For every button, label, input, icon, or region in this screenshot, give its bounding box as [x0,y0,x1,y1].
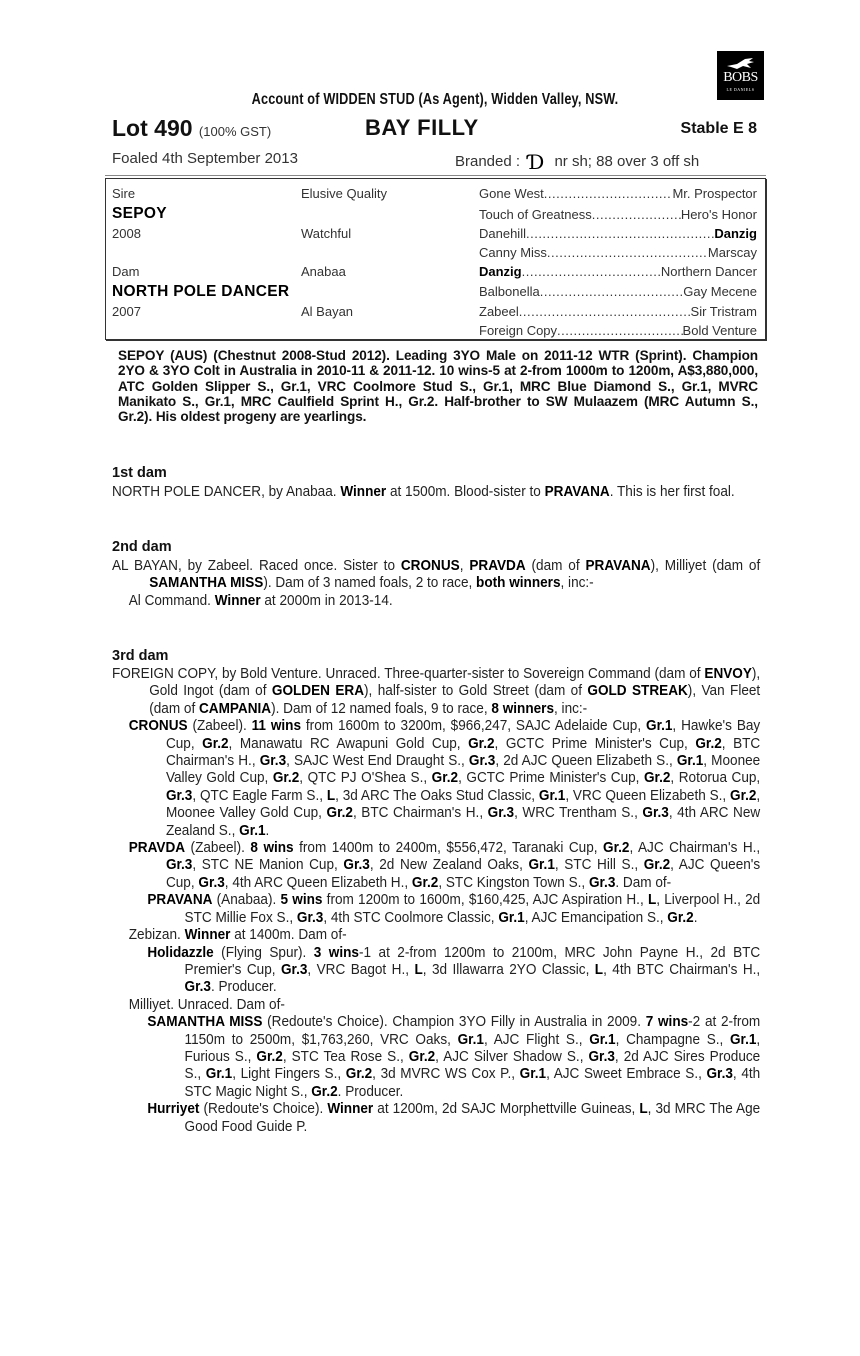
branded-label: Branded : [455,153,521,170]
progeny-entry: Zebizan. Winner at 1400m. Dam of- [128,927,347,944]
sire-label: Sire [112,186,136,201]
leader-dots [526,226,714,241]
progeny-entry: Holidazzle (Flying Spur). 3 wins-1 at 2-from 1200m to 2100m, MRC John Payne H., 2d BTC Premier's Cup, Gr.3, VRC Bagot H., L, 3d Illawarra 2YO Classic, L, 4th BTC Chairman's H., Gr.3. Producer. [147,944,761,996]
ancestor-left: Danzig [479,264,522,279]
great-grandparent-row [479,284,757,299]
branded-info [455,150,699,174]
sire-name: SEPOY [112,205,167,222]
ancestor-right: Hero's Honor [680,207,757,222]
great-grandparent-row [479,264,757,279]
ancestor-right: Bold Venture [682,323,757,338]
great-grandparent-row [479,245,757,260]
ancestor-left: Canny Miss [479,245,547,260]
leader-dots [522,264,661,279]
progeny-entry: SAMANTHA MISS (Redoute's Choice). Champion 3YO Filly in Australia in 2009. 7 wins-2 at 2-from 1150m to 2500m, $1,763,260, VRC Oaks, Gr.1, AJC Flight S., Gr.1, Champagne S., Gr.1, Furious S., Gr.2, STC Tea Rose S., Gr.2, AJC Silver Shadow S., Gr.3, 2d AJC Sires Produce S., Gr.1, Light Fingers S., Gr.2, 3d MVRC WS Cox P., Gr.1, AJC Sweet Embrace S., Gr.3, 4th STC Magic Night S., Gr.2. Producer. [147,1014,761,1100]
second-dam-progeny: Al Command. Winner at 2000m in 2013-14. [128,592,393,609]
great-grandparent-row [479,226,757,241]
second-dam-text [112,558,760,610]
logo-subtext: LE DANIELS [726,87,755,92]
dam-year: 2007 [112,304,141,319]
leader-dots [519,304,691,319]
second-dam-heading: 2nd dam [112,539,172,555]
ancestor-left: Danehill [479,226,526,241]
granddam-2: Al Bayan [301,304,354,319]
leader-dots [540,284,684,299]
lot-label: Lot 490 [112,115,193,141]
first-dam-heading: 1st dam [112,465,167,481]
leader-dots [592,207,681,222]
ancestor-right: Marscay [707,245,757,260]
vendor-account: Account of WIDDEN STUD (As Agent), Widden Valley, NSW. [251,91,619,108]
progeny-entry: Hurriyet (Redoute's Choice). Winner at 1200m, 2d SAJC Morphettville Guineas, L, 3d MRC The Age Good Food Guide P. [147,1101,761,1135]
great-grandparent-row [479,323,757,338]
ancestor-left: Gone West [479,186,544,201]
branded-detail: nr sh; 88 over 3 off sh [554,153,700,170]
leader-dots [547,245,708,260]
grandsire-2: Anabaa [301,264,346,279]
first-dam-paragraph: NORTH POLE DANCER, by Anabaa. Winner at 1500m. Blood-sister to PRAVANA. This is her first foal. [112,484,735,500]
progeny-entry: PRAVDA (Zabeel). 8 wins from 1400m to 2400m, $556,472, Taranaki Cup, Gr.2, AJC Chairman's H., Gr.3, STC NE Manion Cup, Gr.3, 2d New Zealand Oaks, Gr.1, STC Hill S., Gr.2, AJC Queen's Cup, Gr.3, 4th ARC Queen Elizabeth H., Gr.2, STC Kingston Town S., Gr.3. Dam of- [128,840,761,891]
bird-logo-icon [725,57,756,71]
ancestor-left: Touch of Greatness [479,207,592,222]
ancestor-right: Mr. Prospector [672,186,757,201]
ancestor-left: Balbonella [479,284,540,299]
lot-number [112,115,271,142]
ancestor-right: Gay Mecene [683,284,757,299]
header-divider [105,175,766,176]
third-dam-text [112,666,760,1136]
gst-note: (100% GST) [198,124,272,139]
leader-dots [544,186,673,201]
granddam-1: Watchful [301,226,352,241]
stable-location: Stable E 8 [680,120,757,137]
third-dam-paragraph: FOREIGN COPY, by Bold Venture. Unraced. Three-quarter-sister to Sovereign Command (dam of ENVOY), Gold Ingot (dam of GOLDEN ERA), half-sister to Gold Street (dam of GOLD STREAK), Van Fleet (dam of CAMPANIA). Dam of 12 named foals, 9 to race, 8 winners, inc:- [112,666,761,717]
sire-summary: SEPOY (AUS) (Chestnut 2008-Stud 2012). Leading 3YO Male on 2011-12 WTR (Sprint). Champion 2YO & 3YO Colt in Australia in 2010-11 & 2011-12. 10 wins-5 at 2-from 1000m to 1200m, A$3,880,000, ATC Golden Slipper S., Gr.1, VRC Coolmore Stud S., Gr.1, MRC Blue Diamond S., Gr.1, MVRC Manikato S., Gr.1, MRC Caulfield Sprint H., Gr.2. Half-brother to SW Mulaazem (MRC Autumn S., Gr.2). His oldest progeny are yearlings. [118,348,758,425]
dam-label: Dam [112,264,140,279]
progeny-entry: Milliyet. Unraced. Dam of- [128,996,285,1013]
great-grandparent-row [479,304,757,319]
bobs-logo [717,51,764,100]
progeny-entry: PRAVANA (Anabaa). 5 wins from 1200m to 1600m, $160,425, AJC Aspiration H., L, Liverpool H., 2d STC Millie Fox S., Gr.3, 4th STC Coolmore Classic, Gr.1, AJC Emancipation S., Gr.2. [147,892,761,926]
third-dam-progeny-list [112,718,760,1136]
logo-text: BOBS [723,70,758,85]
ancestor-right: Northern Dancer [660,264,757,279]
ancestor-left: Zabeel [479,304,519,319]
leader-dots [557,323,683,338]
first-dam-text [112,484,760,501]
grandsire-1: Elusive Quality [301,186,387,201]
ancestor-right: Danzig [714,226,757,241]
great-grandparent-row [479,207,757,222]
third-dam-heading: 3rd dam [112,648,169,664]
sire-year: 2008 [112,226,141,241]
second-dam-paragraph: AL BAYAN, by Zabeel. Raced once. Sister to CRONUS, PRAVDA (dam of PRAVANA), Milliyet (dam of SAMANTHA MISS). Dam of 3 named foals, 2 to race, both winners, inc:- [112,558,761,592]
progeny-entry: CRONUS (Zabeel). 11 wins from 1600m to 3200m, $966,247, SAJC Adelaide Cup, Gr.1, Hawke's Bay Cup, Gr.2, Manawatu RC Awapuni Gold Cup, Gr.2, GCTC Prime Minister's Cup, Gr.2, BTC Chairman's H., Gr.3, SAJC West End Draught S., Gr.3, 2d AJC Queen Elizabeth S., Gr.1, Moonee Valley Gold Cup, Gr.2, QTC PJ O'Shea S., Gr.2, GCTC Prime Minister's Cup, Gr.2, Rotorua Cup, Gr.3, QTC Eagle Farm S., L, 3d ARC The Oaks Stud Classic, Gr.1, VRC Queen Elizabeth S., Gr.2, Moonee Valley Gold Cup, Gr.2, BTC Chairman's H., Gr.3, WRC Trentham S., Gr.3, 4th ARC New Zealand S., Gr.1. [128,718,761,839]
horse-description: BAY FILLY [365,115,479,140]
ancestor-right: Sir Tristram [690,304,757,319]
ancestor-left: Foreign Copy [479,323,558,338]
brand-mark-icon: Ɗ [528,150,545,174]
great-grandparent-row [479,186,757,201]
foaled-date: Foaled 4th September 2013 [112,150,298,167]
dam-name: NORTH POLE DANCER [112,283,290,300]
